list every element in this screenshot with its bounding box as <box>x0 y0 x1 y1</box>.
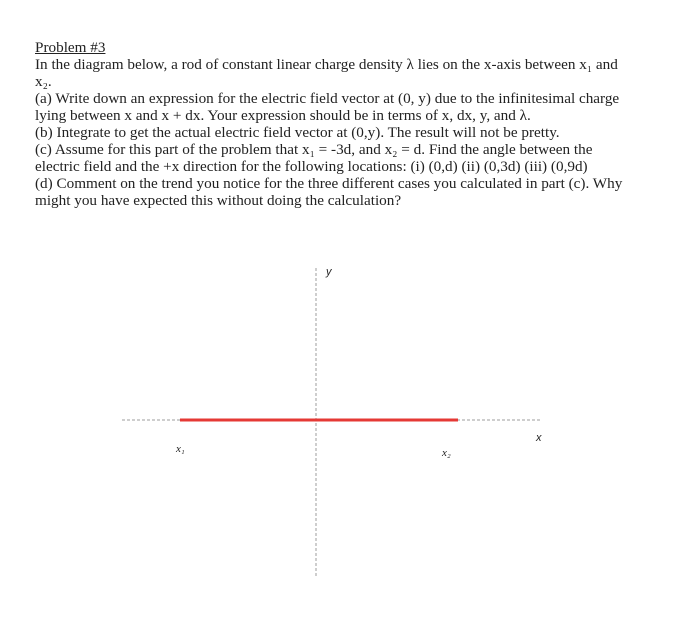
part-b-line: (b) Integrate to get the actual electric field vector at (0,y). The result will not be pretty. <box>35 124 560 141</box>
part-a-line-2: lying between x and x + dx. Your expression should be in terms of x, dx, y, and λ. <box>35 107 531 124</box>
part-c-line-2: electric field and the +x direction for the following locations: (i) (0,d) (ii) (0,3d) (iii) (0,9d) <box>35 158 588 175</box>
x1-label: x₁ <box>176 443 185 455</box>
x-axis-label: x <box>536 432 542 444</box>
y-axis-label: y <box>326 266 332 278</box>
intro-line-2: x₂. <box>35 73 52 90</box>
x2-label: x₂ <box>442 447 451 459</box>
part-d-line-2: might you have expected this without doing the calculation? <box>35 192 402 209</box>
intro-line-1: In the diagram below, a rod of constant linear charge density λ lies on the x-axis between x₁ and <box>35 56 618 73</box>
problem-title: Problem #3 <box>35 39 106 56</box>
part-a-line-1: (a) Write down an expression for the electric field vector at (0, y) due to the infinitesimal charge <box>35 90 620 107</box>
part-d-line-1: (d) Comment on the trend you notice for the three different cases you calculated in part (c). Why <box>35 175 623 192</box>
part-c-line-1: (c) Assume for this part of the problem that x₁ = -3d, and x₂ = d. Find the angle between the <box>35 141 593 158</box>
